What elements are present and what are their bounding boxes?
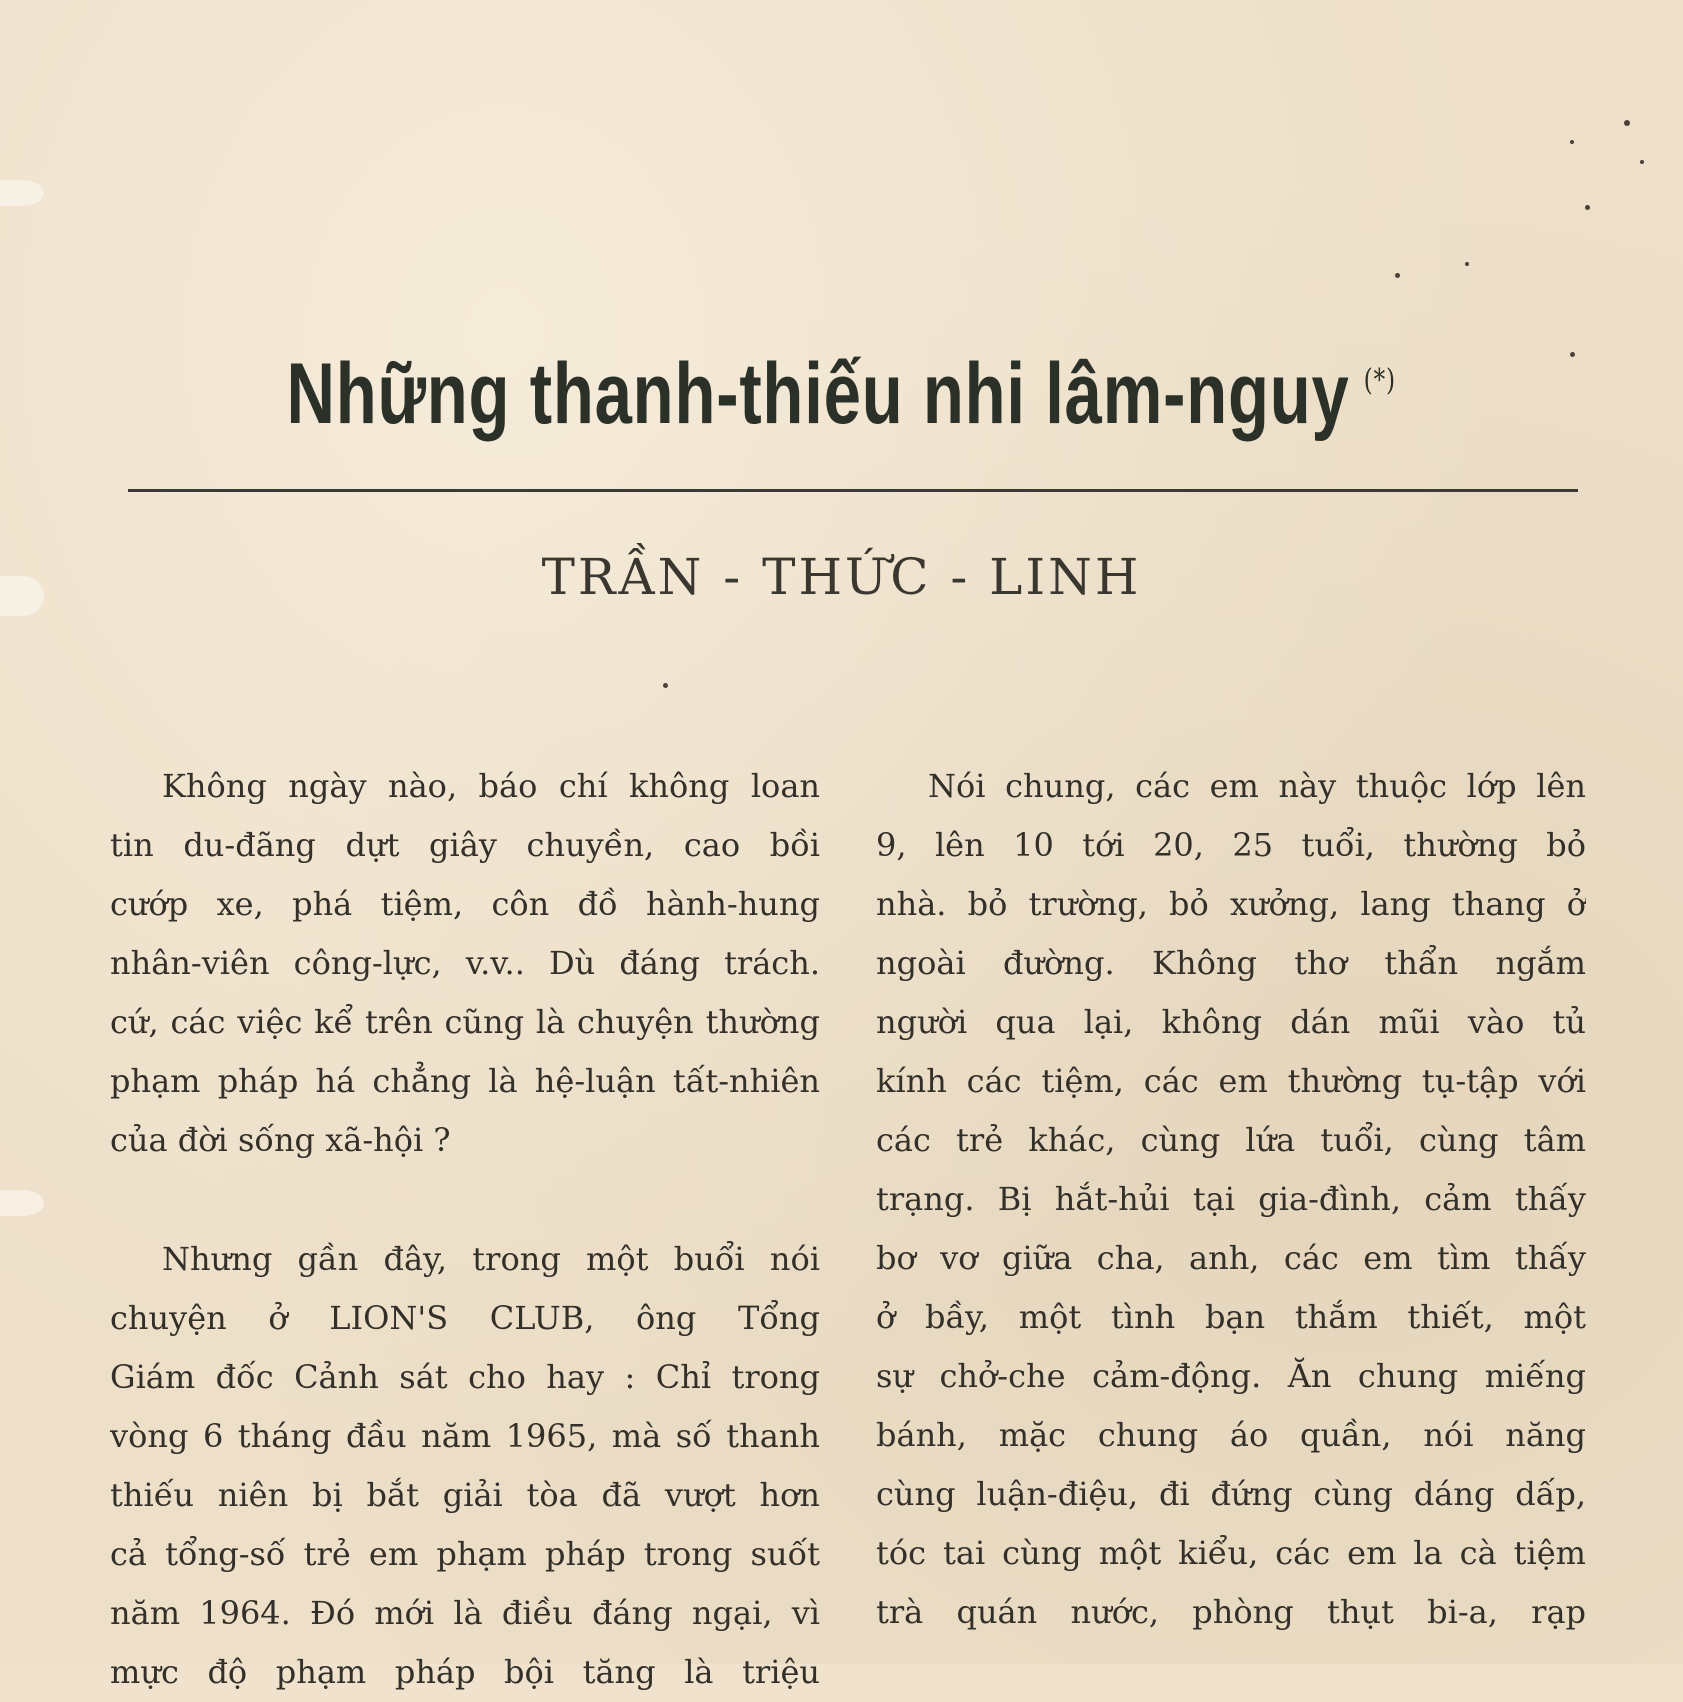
paper-speck xyxy=(1465,262,1469,266)
text-line: Nhưng gần đây, trong một buổi nói xyxy=(162,1240,820,1278)
text-line: Không ngày nào, báo chí không loan xyxy=(162,767,820,805)
paper-speck xyxy=(1640,160,1644,164)
paper-speck xyxy=(1395,273,1400,278)
article-title-block xyxy=(0,345,1683,444)
text-line: nhân-viên công-lực, v.v.. Dù đáng trách. xyxy=(110,944,820,982)
text-line: mực độ phạm pháp bội tăng là triệu xyxy=(110,1653,820,1691)
paper-speck xyxy=(1624,120,1630,126)
text-line: năm 1964. Đó mới là điều đáng ngại, vì xyxy=(110,1594,820,1632)
text-line: tóc tai cùng một kiểu, các em la cà tiệm xyxy=(876,1534,1586,1572)
text-line: ở bầy, một tình bạn thắm thiết, một xyxy=(876,1298,1586,1336)
title-rule xyxy=(128,489,1578,492)
text-line: Nói chung, các em này thuộc lớp lên xyxy=(928,767,1586,805)
paper-speck xyxy=(1570,140,1574,144)
right-column xyxy=(876,757,1586,1642)
left-column xyxy=(110,757,820,1702)
text-line: cướp xe, phá tiệm, côn đồ hành-hung xyxy=(110,885,820,923)
text-line: thiếu niên bị bắt giải tòa đã vượt hơn xyxy=(110,1476,820,1514)
text-line: bánh, mặc chung áo quần, nói năng xyxy=(876,1416,1586,1454)
text-line: chuyện ở LION'S CLUB, ông Tổng xyxy=(110,1299,820,1337)
text-line: vòng 6 tháng đầu năm 1965, mà số thanh xyxy=(110,1417,820,1455)
text-line: trà quán nước, phòng thụt bi-a, rạp xyxy=(876,1593,1586,1631)
paper-speck xyxy=(663,683,668,688)
paper-speck xyxy=(1585,205,1590,210)
text-line: cùng luận-điệu, đi đứng cùng dáng dấp, xyxy=(876,1475,1586,1513)
text-line: Giám đốc Cảnh sát cho hay : Chỉ trong xyxy=(110,1358,820,1396)
text-line: bơ vơ giữa cha, anh, các em tìm thấy xyxy=(876,1239,1586,1277)
text-line: ngoài đường. Không thơ thẩn ngắm xyxy=(876,944,1586,982)
title-footnote-mark: (*) xyxy=(1363,363,1397,398)
text-line: trạng. Bị hắt-hủi tại gia-đình, cảm thấy xyxy=(876,1180,1586,1218)
text-line: nhà. bỏ trường, bỏ xưởng, lang thang ở xyxy=(876,885,1586,923)
article-title xyxy=(287,345,1396,444)
text-line: cứ, các việc kể trên cũng là chuyện thường xyxy=(110,1003,820,1041)
text-line: phạm pháp há chẳng là hệ-luận tất-nhiên xyxy=(110,1062,820,1100)
text-line: 9, lên 10 tới 20, 25 tuổi, thường bỏ xyxy=(876,826,1586,864)
paper-edge-tear xyxy=(0,180,44,206)
text-line: của đời sống xã-hội ? xyxy=(110,1121,451,1159)
text-line: kính các tiệm, các em thường tụ-tập với xyxy=(876,1062,1586,1100)
text-line: các trẻ khác, cùng lứa tuổi, cùng tâm xyxy=(876,1121,1586,1159)
text-line: cả tổng-số trẻ em phạm pháp trong suốt xyxy=(110,1535,820,1573)
text-line: sự chở-che cảm-động. Ăn chung miếng xyxy=(876,1357,1586,1395)
article-title-text: Những thanh-thiếu nhi lâm-nguy xyxy=(286,346,1350,442)
text-line: tin du-đãng dựt giây chuyền, cao bồi xyxy=(110,826,820,864)
paragraph-gap xyxy=(110,1170,820,1230)
text-line: người qua lại, không dán mũi vào tủ xyxy=(876,1003,1586,1041)
paper-edge-tear xyxy=(0,1190,44,1216)
author-name: TRẦN - THỨC - LINH xyxy=(541,548,1142,606)
